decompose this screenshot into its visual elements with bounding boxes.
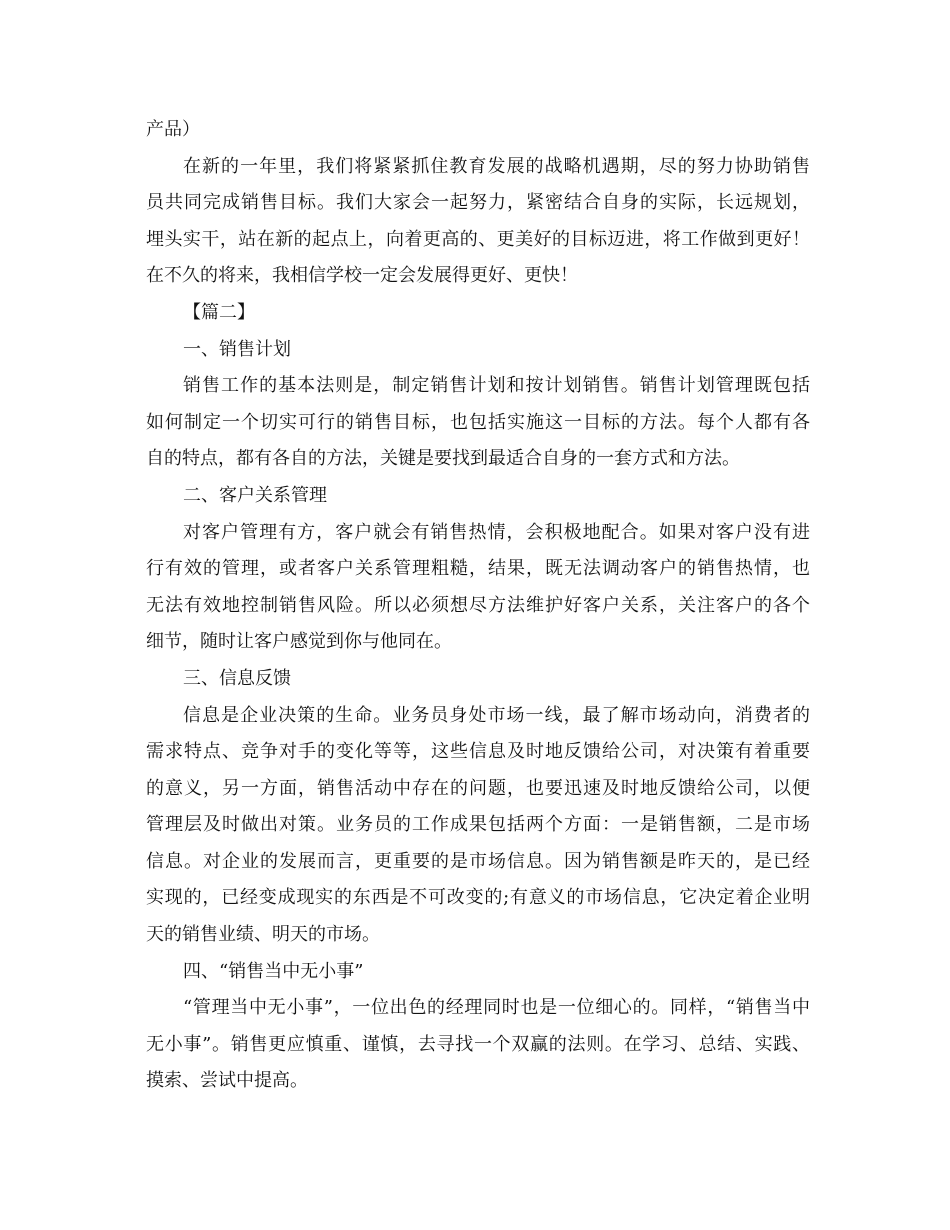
- paragraph-line: 在新的一年里，我们将紧紧抓住教育发展的战略机遇期，尽的努力协助销售: [183, 155, 810, 177]
- section-title: 【篇二】: [183, 301, 255, 323]
- paragraph-line: 的意义，另一方面，销售活动中存在的问题，也要迅速及时地反馈给公司，以便: [146, 777, 810, 799]
- section-heading: 一、销售计划: [183, 338, 291, 360]
- section-heading: 二、客户关系管理: [183, 484, 327, 506]
- paragraph-line: 销售工作的基本法则是，制定销售计划和按计划销售。销售计划管理既包括: [183, 375, 810, 397]
- paragraph-line: 在不久的将来，我相信学校一定会发展得更好、更快！: [146, 265, 578, 287]
- paragraph-line: 摸索、尝试中提高。: [146, 1070, 308, 1092]
- paragraph-line: 信息是企业决策的生命。业务员身处市场一线，最了解市场动向，消费者的: [183, 704, 810, 726]
- paragraph-line: 信息。对企业的发展而言，更重要的是市场信息。因为销售额是昨天的，是已经: [146, 850, 810, 872]
- paragraph-line: 埋头实干，站在新的起点上，向着更高的、更美好的目标迈进，将工作做到更好！: [146, 228, 810, 250]
- paragraph-line: 管理层及时做出对策。业务员的工作成果包括两个方面：一是销售额，二是市场: [146, 814, 810, 836]
- section-heading: 三、信息反馈: [183, 667, 291, 689]
- paragraph-line: 无法有效地控制销售风险。所以必须想尽方法维护好客户关系，关注客户的各个: [146, 594, 810, 616]
- paragraph-line: 实现的，已经变成现实的东西是不可改变的;有意义的市场信息，它决定着企业明: [146, 887, 810, 909]
- paragraph-line: 需求特点、竞争对手的变化等等，这些信息及时地反馈给公司，对决策有着重要: [146, 741, 810, 763]
- paragraph-line: 员共同完成销售目标。我们大家会一起努力，紧密结合自身的实际，长远规划，: [146, 192, 810, 214]
- paragraph-line: 天的销售业绩、明天的市场。: [146, 924, 380, 946]
- paragraph-line: 无小事”。销售更应慎重、谨慎，去寻找一个双赢的法则。在学习、总结、实践、: [146, 1033, 810, 1055]
- paragraph-line: 对客户管理有方，客户就会有销售热情，会积极地配合。如果对客户没有进: [183, 521, 810, 543]
- paragraph-line: 产品）: [146, 119, 200, 140]
- paragraph-line: 如何制定一个切实可行的销售目标，也包括实施这一目标的方法。每个人都有各: [146, 411, 810, 433]
- paragraph-line: “管理当中无小事”，一位出色的经理同时也是一位细心的。同样，“销售当中: [183, 997, 810, 1019]
- paragraph-line: 自的特点，都有各自的方法，关键是要找到最适合自身的一套方式和方法。: [146, 448, 740, 470]
- section-heading: 四、“销售当中无小事”: [183, 960, 364, 982]
- paragraph-line: 细节，随时让客户感觉到你与他同在。: [146, 631, 452, 653]
- paragraph-line: 行有效的管理，或者客户关系管理粗糙，结果，既无法调动客户的销售热情，也: [146, 558, 810, 580]
- document-body: [146, 112, 810, 1100]
